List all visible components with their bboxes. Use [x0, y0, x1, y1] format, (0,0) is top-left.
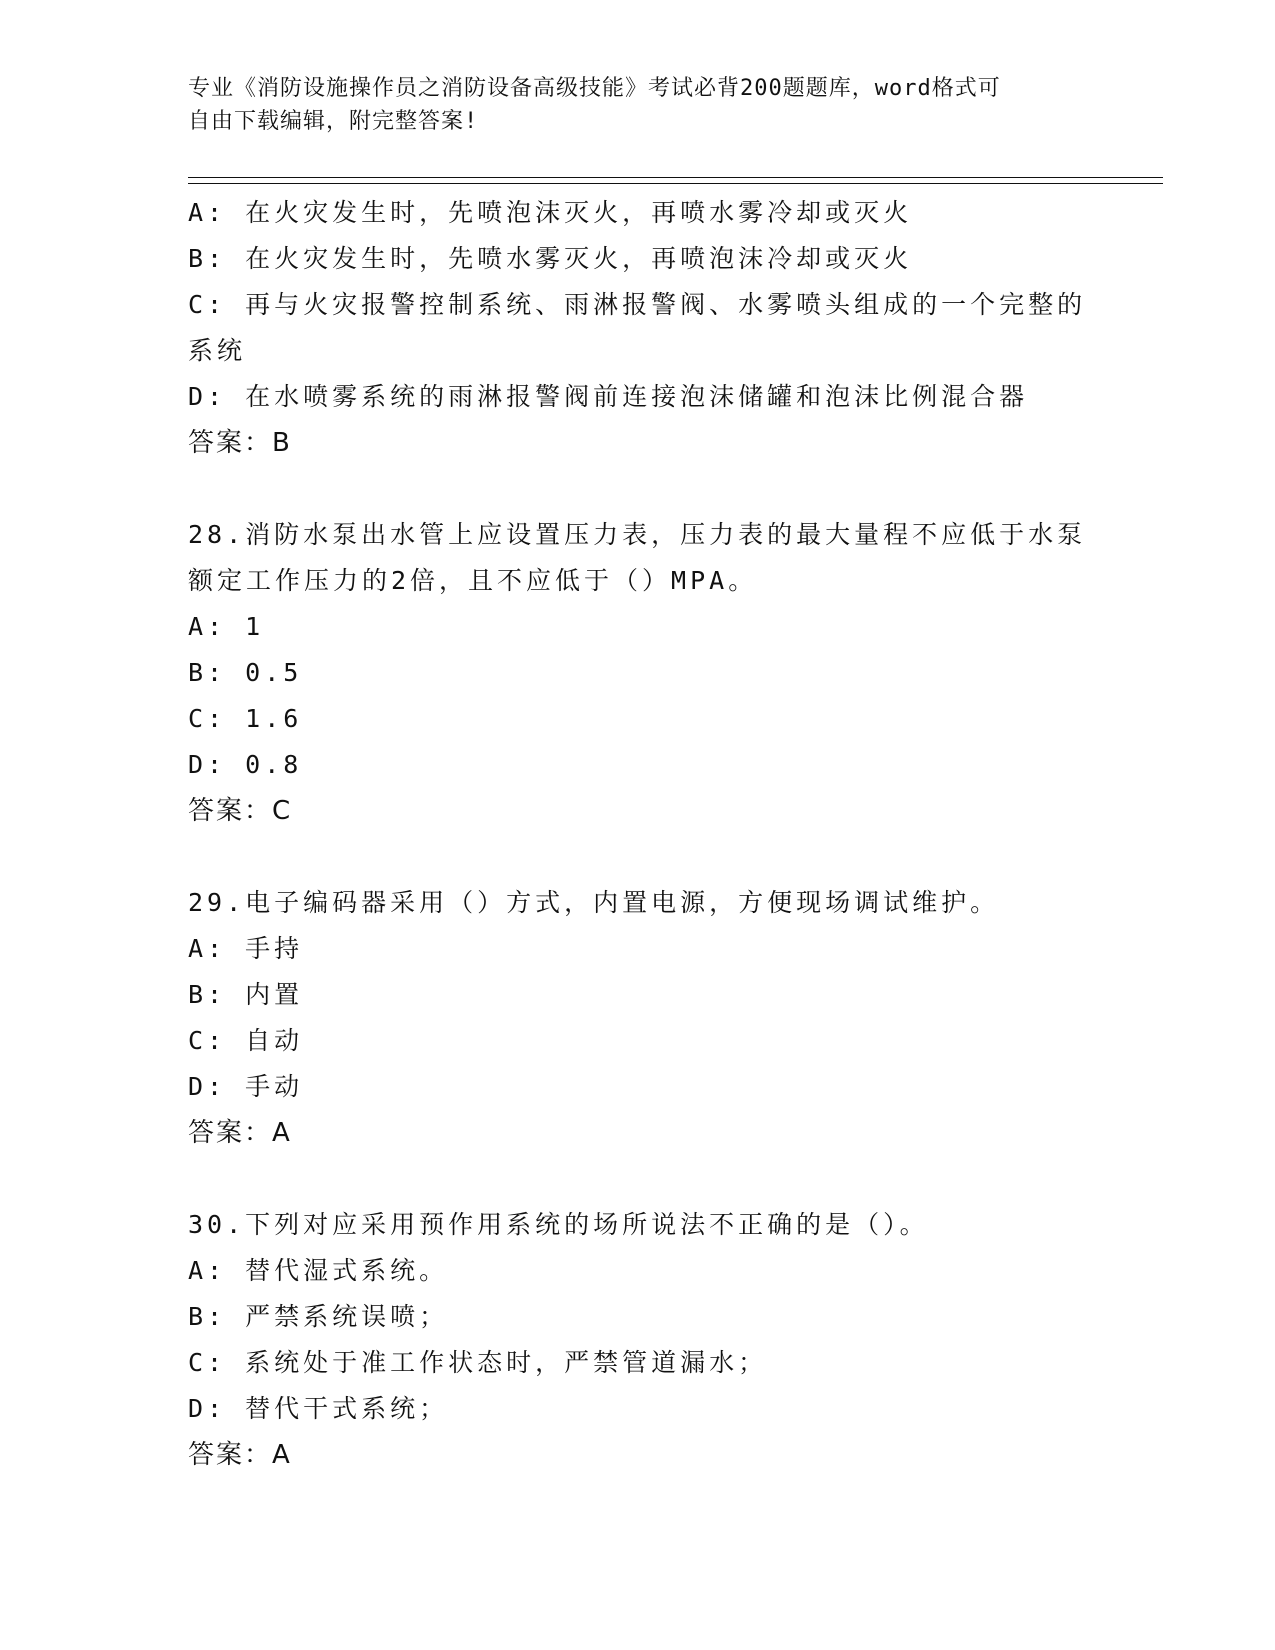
answer: 答案：B — [188, 428, 292, 458]
option-a: A: 1 — [188, 612, 265, 641]
option-a: A: 手持 — [188, 934, 304, 963]
option-d: D: 手动 — [188, 1072, 304, 1101]
option-c: C: 1.6 — [188, 704, 303, 733]
header-title-line-1: 专业《消防设施操作员之消防设备高级技能》考试必背200题题库，word格式可 — [188, 76, 1001, 101]
question-stem — [188, 1202, 1088, 1248]
question-number: 28. — [188, 520, 246, 549]
header-divider-bottom — [188, 183, 1163, 184]
answer: 答案：C — [188, 796, 293, 826]
question-29 — [188, 880, 1088, 1156]
question-text: 下列对应采用预作用系统的场所说法不正确的是（）。 — [245, 1210, 929, 1239]
option-d: D: 0.8 — [188, 750, 303, 779]
question-30 — [188, 1202, 1088, 1478]
question-27-continued — [188, 190, 1088, 466]
question-number: 29. — [188, 888, 246, 917]
question-stem — [188, 512, 1088, 604]
answer: 答案：A — [188, 1118, 292, 1148]
header-title-line-2: 自由下载编辑，附完整答案! — [188, 109, 479, 134]
option-a: A: 替代湿式系统。 — [188, 1256, 449, 1285]
question-text: 电子编码器采用（）方式，内置电源，方便现场调试维护。 — [245, 888, 1000, 917]
question-stem — [188, 880, 1088, 926]
question-28 — [188, 512, 1088, 834]
document-header — [188, 72, 1088, 138]
answer: 答案：A — [188, 1440, 292, 1470]
option-c: C: 再与火灾报警控制系统、雨淋报警阀、水雾喷头组成的一个完整的系统 — [188, 290, 1087, 365]
option-b: B: 0.5 — [188, 658, 303, 687]
option-d: D: 替代干式系统； — [188, 1394, 449, 1423]
question-text: 消防水泵出水管上应设置压力表，压力表的最大量程不应低于水泵额定工作压力的2倍，且不应低于（）MPA。 — [188, 520, 1087, 595]
question-number: 30. — [188, 1210, 246, 1239]
question-list — [188, 190, 1088, 1478]
option-b: B: 内置 — [188, 980, 304, 1009]
option-b: B: 严禁系统误喷； — [188, 1302, 449, 1331]
option-c: C: 系统处于准工作状态时，严禁管道漏水； — [188, 1348, 768, 1377]
option-b: B: 在火灾发生时，先喷水雾灭火，再喷泡沫冷却或灭火 — [188, 244, 913, 273]
option-d: D: 在水喷雾系统的雨淋报警阀前连接泡沫储罐和泡沫比例混合器 — [188, 382, 1029, 411]
header-divider-top — [188, 177, 1163, 178]
option-a: A: 在火灾发生时，先喷泡沫灭火，再喷水雾冷却或灭火 — [188, 198, 913, 227]
option-c: C: 自动 — [188, 1026, 304, 1055]
